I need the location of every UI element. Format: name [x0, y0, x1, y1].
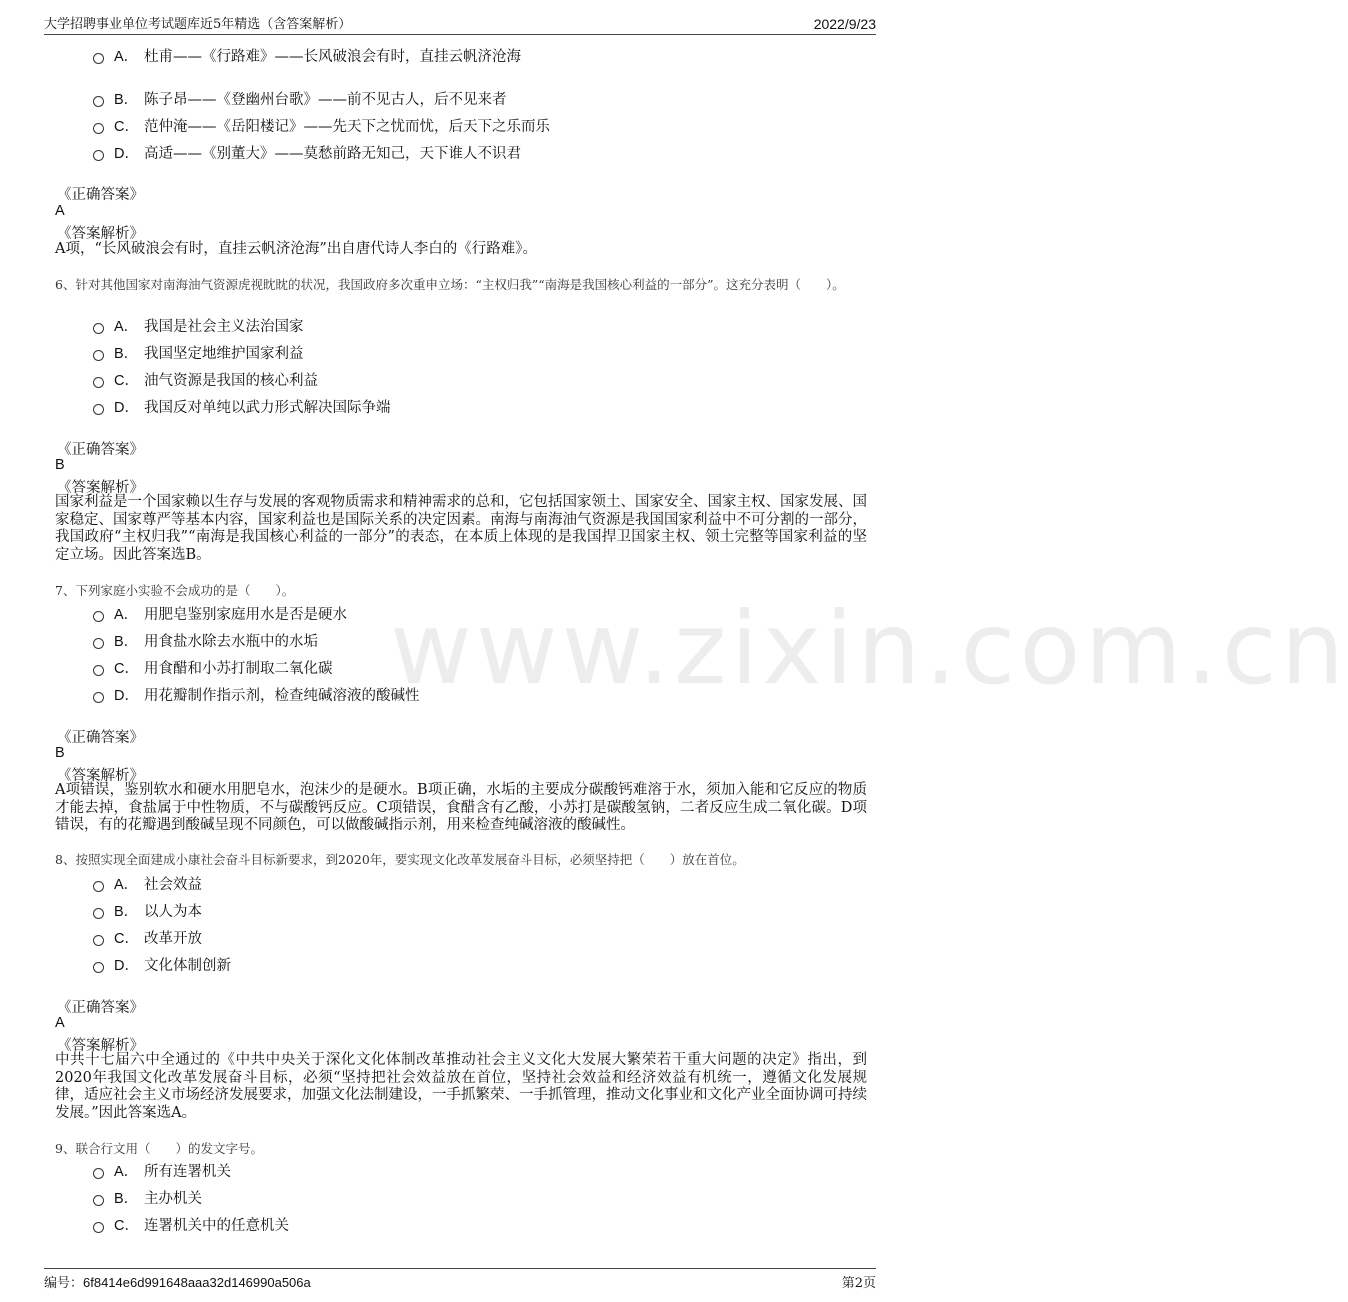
radio-icon[interactable]	[93, 323, 104, 334]
analysis-text: 中共十七届六中全通过的《中共中央关于深化文化体制改革推动社会主义文化大发展大繁荣若干重大问题的决定》指出，到2020年我国文化改革发展奋斗目标，必须“坚持把社会效益放在首位，坚持社会效益和经济效益有机统一，遵循文化发展规律，适应社会主义市场经济发展要求，加强文化法制建设，一手抓繁荣、一手抓管理，推动文化事业和文化产业全面协调可持续发展。”因此答案选A。	[55, 1052, 867, 1121]
radio-icon[interactable]	[93, 935, 104, 946]
option-radio[interactable]: B． 我国坚定地维护国家利益	[93, 341, 304, 363]
radio-icon[interactable]	[93, 1195, 104, 1206]
correct-answer-label: 《正确答案》	[57, 730, 144, 746]
page-number: 第2页	[841, 1276, 876, 1291]
radio-icon[interactable]	[93, 1222, 104, 1233]
option-radio[interactable]: A． 所有连署机关	[93, 1159, 231, 1181]
radio-icon[interactable]	[93, 53, 104, 64]
watermark: www.zixin.com.cn	[390, 590, 1348, 707]
option-radio[interactable]: A． 用肥皂鉴别家庭用水是否是硬水	[93, 602, 347, 624]
option-radio[interactable]: A． 我国是社会主义法治国家	[93, 314, 304, 336]
option-radio[interactable]: B． 以人为本	[93, 899, 202, 921]
radio-icon[interactable]	[93, 96, 104, 107]
analysis-label: 《答案解析》	[57, 768, 144, 784]
correct-answer-label: 《正确答案》	[57, 187, 144, 203]
analysis-label: 《答案解析》	[57, 1038, 144, 1054]
correct-answer: B	[55, 457, 65, 473]
radio-icon[interactable]	[93, 404, 104, 415]
document-code: 编号：6f8414e6d991648aaa32d146990a506a	[44, 1275, 311, 1290]
radio-icon[interactable]	[93, 1168, 104, 1179]
option-radio[interactable]: B． 主办机关	[93, 1186, 202, 1208]
option-radio[interactable]: C． 范仲淹——《岳阳楼记》——先天下之忧而忧，后天下之乐而乐	[93, 114, 550, 136]
option-radio[interactable]: B． 用食盐水除去水瓶中的水垢	[93, 629, 318, 651]
radio-icon[interactable]	[93, 692, 104, 703]
analysis-text: A项，“长风破浪会有时，直挂云帆济沧海”出自唐代诗人李白的《行路难》。	[55, 241, 538, 257]
radio-icon[interactable]	[93, 962, 104, 973]
analysis-text: 国家利益是一个国家赖以生存与发展的客观物质需求和精神需求的总和，它包括国家领土、国家安全、国家主权、国家发展、国家稳定、国家尊严等基本内容，国家利益也是国际关系的决定因素。南海与南海油气资源是我国国家利益中不可分割的一部分，我国政府“主权归我”“南海是我国核心利益的一部分”的表态，在本质上体现的是我国捍卫国家主权、领土完整等国家利益的坚定立场。因此答案选B。	[55, 494, 867, 563]
radio-icon[interactable]	[93, 881, 104, 892]
question-text: 7、下列家庭小实验不会成功的是（ ）。	[55, 583, 295, 598]
option-radio[interactable]: D． 文化体制创新	[93, 953, 231, 975]
header-title: 大学招聘事业单位考试题库近5年精选（含答案解析）	[44, 17, 352, 32]
radio-icon[interactable]	[93, 908, 104, 919]
option-radio[interactable]: C． 改革开放	[93, 926, 202, 948]
radio-icon[interactable]	[93, 665, 104, 676]
analysis-label: 《答案解析》	[57, 226, 144, 242]
radio-icon[interactable]	[93, 638, 104, 649]
option-radio[interactable]: D． 我国反对单纯以武力形式解决国际争端	[93, 395, 391, 417]
option-radio[interactable]: D． 高适——《别董大》——莫愁前路无知己，天下谁人不识君	[93, 141, 521, 163]
option-radio[interactable]: C． 连署机关中的任意机关	[93, 1213, 289, 1235]
correct-answer-label: 《正确答案》	[57, 1000, 144, 1016]
analysis-label: 《答案解析》	[57, 480, 144, 496]
option-radio[interactable]: C． 油气资源是我国的核心利益	[93, 368, 318, 390]
option-radio[interactable]: C． 用食醋和小苏打制取二氧化碳	[93, 656, 333, 678]
correct-answer-label: 《正确答案》	[57, 442, 144, 458]
radio-icon[interactable]	[93, 123, 104, 134]
option-radio[interactable]: D． 用花瓣制作指示剂，检查纯碱溶液的酸碱性	[93, 683, 420, 705]
radio-icon[interactable]	[93, 150, 104, 161]
option-radio[interactable]: A． 社会效益	[93, 872, 202, 894]
question-text: 6、针对其他国家对南海油气资源虎视眈眈的状况，我国政府多次重申立场：“主权归我”“南海是我国核心利益的一部分”。这充分表明（ ）。	[55, 277, 845, 292]
question-text: 9、联合行文用（ ）的发文字号。	[55, 1141, 263, 1156]
correct-answer: B	[55, 745, 65, 761]
option-radio[interactable]: A． 杜甫——《行路难》——长风破浪会有时，直挂云帆济沧海	[93, 44, 521, 66]
page-footer	[44, 1268, 876, 1294]
header-date: 2022/9/23	[813, 16, 876, 32]
radio-icon[interactable]	[93, 377, 104, 388]
page-header	[44, 10, 876, 35]
radio-icon[interactable]	[93, 350, 104, 361]
analysis-text: A项错误，鉴别软水和硬水用肥皂水，泡沫少的是硬水。B项正确，水垢的主要成分碳酸钙难溶于水，须加入能和它反应的物质才能去掉，食盐属于中性物质，不与碳酸钙反应。C项错误，食醋含有乙酸，小苏打是碳酸氢钠，二者反应生成二氧化碳。D项错误，有的花瓣遇到酸碱呈现不同颜色，可以做酸碱指示剂，用来检查纯碱溶液的酸碱性。	[55, 782, 867, 833]
radio-icon[interactable]	[93, 611, 104, 622]
correct-answer: A	[55, 203, 65, 219]
question-text: 8、按照实现全面建成小康社会奋斗目标新要求，到2020年，要实现文化改革发展奋斗目标，必须坚持把（ ）放在首位。	[55, 852, 745, 867]
correct-answer: A	[55, 1015, 65, 1031]
option-radio[interactable]: B． 陈子昂——《登幽州台歌》——前不见古人，后不见来者	[93, 87, 507, 109]
